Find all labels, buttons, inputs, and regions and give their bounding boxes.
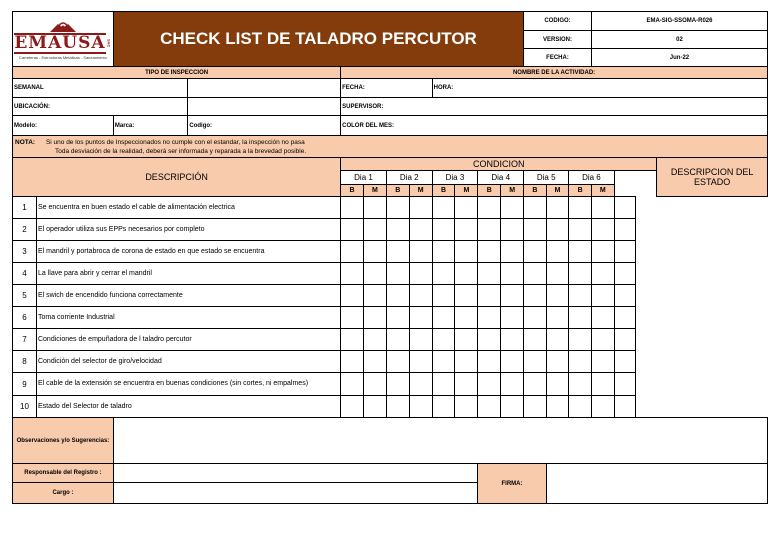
condition-cell[interactable] [386,373,409,396]
condition-cell[interactable] [455,197,478,219]
condition-cell[interactable] [478,197,501,219]
codigo-field[interactable]: Codigo: [188,116,341,136]
day-header-3: Dia 3 [432,171,478,185]
day-5-b-header: B [524,185,547,197]
condition-cell[interactable] [455,285,478,307]
day-1-b-header: B [341,185,364,197]
item-number: 9 [13,373,37,396]
estado-cell[interactable] [614,285,635,307]
ubicacion-field[interactable]: UBICACIÓN: [13,98,188,116]
logo-suffix: SAC [106,38,112,48]
supervisor-field[interactable]: SUPERVISOR: [341,98,768,116]
company-logo [13,12,114,67]
condition-cell[interactable] [386,351,409,373]
item-number: 1 [13,197,37,219]
condition-cell[interactable] [341,396,364,418]
estado-cell[interactable] [614,263,635,285]
condition-cell[interactable] [364,219,387,241]
estado-cell[interactable] [614,241,635,263]
condition-cell[interactable] [546,307,569,329]
item-number: 2 [13,219,37,241]
condition-cell[interactable] [524,329,547,351]
condition-cell[interactable] [591,329,614,351]
semanal-field[interactable] [188,79,341,98]
condition-cell[interactable] [455,263,478,285]
day-5-m-header: M [546,185,569,197]
condition-cell[interactable] [455,219,478,241]
ubicacion-extra-field[interactable] [188,98,341,116]
condition-cell[interactable] [524,351,547,373]
condition-cell[interactable] [341,307,364,329]
condition-cell[interactable] [341,197,364,219]
day-header-1: Dia 1 [341,171,387,185]
item-description: El operador utiliza sus EPPs necesarios por completo [36,219,340,241]
condition-cell[interactable] [524,197,547,219]
item-number: 5 [13,285,37,307]
condition-cell[interactable] [341,329,364,351]
condition-cell[interactable] [432,329,455,351]
condition-cell[interactable] [341,285,364,307]
condition-cell[interactable] [432,285,455,307]
item-description: El mandril y portabroca de corona de estado en que estado se encuentra [36,241,340,263]
version-label: VERSION: [524,31,592,49]
condition-cell[interactable] [501,373,524,396]
condition-cell[interactable] [364,197,387,219]
item-description: Condición del selector de giro/velocidad [36,351,340,373]
condition-cell[interactable] [501,351,524,373]
item-description: Toma corriente Industrial [36,307,340,329]
condition-cell[interactable] [409,263,432,285]
item-description: Estado del Selector de taladro [36,396,340,418]
condition-cell[interactable] [546,285,569,307]
condition-cell[interactable] [501,197,524,219]
condition-cell[interactable] [364,351,387,373]
item-number: 6 [13,307,37,329]
condition-cell[interactable] [501,219,524,241]
checklist-row [13,396,768,418]
item-number: 7 [13,329,37,351]
nota-label: NOTA: [15,138,36,146]
condition-cell[interactable] [591,197,614,219]
condition-cell[interactable] [386,219,409,241]
item-description: Condiciones de empuñadora de l taladro percutor [36,329,340,351]
condition-cell[interactable] [386,197,409,219]
condition-cell[interactable] [478,241,501,263]
item-number: 3 [13,241,37,263]
logo-wordmark: EMAUSA [14,32,106,53]
condition-cell[interactable] [569,329,592,351]
condition-cell[interactable] [524,263,547,285]
condition-cell[interactable] [386,396,409,418]
condition-cell[interactable] [409,307,432,329]
checklist-row [13,197,768,219]
condition-cell[interactable] [569,285,592,307]
item-number: 10 [13,396,37,418]
condition-cell[interactable] [501,396,524,418]
condition-cell[interactable] [501,307,524,329]
condition-cell[interactable] [569,396,592,418]
condition-cell[interactable] [546,396,569,418]
day-1-m-header: M [364,185,387,197]
document-title: CHECK LIST DE TALADRO PERCUTOR [113,12,523,67]
condition-cell[interactable] [409,373,432,396]
condition-cell[interactable] [455,329,478,351]
semanal-label: SEMANAL [13,79,188,98]
color-mes-field[interactable]: COLOR DEL MES: [341,116,768,136]
condition-cell[interactable] [546,197,569,219]
condition-cell[interactable] [409,351,432,373]
condition-cell[interactable] [455,307,478,329]
modelo-field[interactable]: Modelo: [13,116,114,136]
condition-cell[interactable] [409,396,432,418]
condition-cell[interactable] [341,263,364,285]
day-3-b-header: B [432,185,455,197]
condition-cell[interactable] [478,396,501,418]
condition-cell[interactable] [524,307,547,329]
cargo-label: Cargo : [13,483,114,504]
estado-cell[interactable] [614,307,635,329]
estado-cell[interactable] [614,373,635,396]
condition-cell[interactable] [455,396,478,418]
condition-cell[interactable] [569,263,592,285]
condition-cell[interactable] [409,241,432,263]
estado-cell[interactable] [614,329,635,351]
condition-cell[interactable] [478,307,501,329]
estado-cell[interactable] [614,396,635,418]
condition-cell[interactable] [569,373,592,396]
condition-cell[interactable] [341,219,364,241]
day-2-b-header: B [386,185,409,197]
checklist-row [13,241,768,263]
fecha-label: FECHA: [524,49,592,67]
condition-cell[interactable] [432,307,455,329]
day-3-m-header: M [455,185,478,197]
condition-cell[interactable] [591,307,614,329]
marca-field[interactable]: Marca: [113,116,187,136]
estado-header: DESCRIPCION DEL ESTADO [657,158,768,197]
estado-cell[interactable] [614,197,635,219]
item-description: Se encuentra en buen estado el cable de alimentación electrica [36,197,340,219]
condition-cell[interactable] [524,373,547,396]
condition-cell[interactable] [501,241,524,263]
logo-tagline: Carreteras - Estructuras Metálicas - Saneamiento [19,54,107,60]
nota-line-1: Si uno de los puntos de Inspeccionados no cumple con el estandar, la inspección no pasa [45,138,305,146]
item-number: 4 [13,263,37,285]
condition-cell[interactable] [524,285,547,307]
condition-cell[interactable] [591,396,614,418]
condition-cell[interactable] [524,219,547,241]
condition-cell[interactable] [501,263,524,285]
condition-cell[interactable] [341,241,364,263]
condition-cell[interactable] [432,396,455,418]
condition-cell[interactable] [341,373,364,396]
condition-cell[interactable] [386,241,409,263]
condition-cell[interactable] [455,241,478,263]
day-header-4: Dia 4 [478,171,524,185]
checklist-row [13,263,768,285]
checklist-items [13,197,768,418]
observaciones-label: Observaciones y/o Sugerencias: [13,418,114,464]
actividad-header: NOMBRE DE LA ACTIVIDAD: [341,67,768,79]
condition-cell[interactable] [569,219,592,241]
condition-cell[interactable] [546,219,569,241]
condition-cell[interactable] [386,307,409,329]
gear-logo-icon [48,21,78,33]
day-4-b-header: B [478,185,501,197]
condition-cell[interactable] [409,219,432,241]
tipo-inspeccion-header: TIPO DE INSPECCION [13,67,341,79]
condition-cell[interactable] [591,241,614,263]
day-header-5: Dia 5 [524,171,569,185]
nota-line-2: Toda desviación de la realidad, deberá ser informada y reparada a la brevedad posible. [55,147,307,155]
condition-cell[interactable] [569,241,592,263]
condition-cell[interactable] [364,241,387,263]
condition-cell[interactable] [386,285,409,307]
descripcion-header: DESCRIPCIÓN [13,158,341,197]
day-header-6: Dia 6 [569,171,614,185]
condition-cell[interactable] [478,351,501,373]
day-6-m-header: M [591,185,614,197]
codigo-value: EMA-SIG-SSOMA-R026 [591,12,767,31]
hora-field[interactable]: HORA: [432,79,767,98]
day-6-b-header: B [569,185,592,197]
condition-cell[interactable] [386,329,409,351]
condition-cell[interactable] [386,263,409,285]
checklist-row [13,219,768,241]
condition-cell[interactable] [591,373,614,396]
checklist-row [13,351,768,373]
condition-cell[interactable] [364,329,387,351]
condition-cell[interactable] [432,351,455,373]
condition-cell[interactable] [524,241,547,263]
condition-cell[interactable] [501,285,524,307]
estado-cell[interactable] [614,351,635,373]
condition-cell[interactable] [432,373,455,396]
condition-cell[interactable] [364,285,387,307]
checklist-row [13,329,768,351]
nota-box [13,136,768,158]
condition-cell[interactable] [341,351,364,373]
condition-cell[interactable] [591,219,614,241]
item-description: La llave para abrir y cerrar el mandril [36,263,340,285]
condition-cell[interactable] [409,329,432,351]
observaciones-field[interactable] [113,418,767,464]
condition-cell[interactable] [409,197,432,219]
condition-cell[interactable] [591,351,614,373]
checklist-row [13,373,768,396]
condition-cell[interactable] [364,307,387,329]
condicion-header: CONDICION [341,158,657,171]
condition-cell[interactable] [455,373,478,396]
condition-cell[interactable] [364,373,387,396]
codigo-label: CODIGO: [524,12,592,31]
estado-cell[interactable] [614,219,635,241]
item-description: El swich de encendido funciona correctamente [36,285,340,307]
condition-cell[interactable] [364,263,387,285]
condition-cell[interactable] [546,329,569,351]
condition-cell[interactable] [591,263,614,285]
condition-cell[interactable] [524,396,547,418]
day-header-2: Dia 2 [386,171,432,185]
fecha-value: Jun-22 [591,49,767,67]
checklist-row [13,307,768,329]
condition-cell[interactable] [478,263,501,285]
condition-cell[interactable] [569,197,592,219]
checklist-sheet [12,11,768,504]
condition-cell[interactable] [478,329,501,351]
condition-cell[interactable] [409,285,432,307]
condition-cell[interactable] [501,329,524,351]
responsable-field[interactable] [113,464,477,483]
condition-cell[interactable] [432,263,455,285]
item-description: El cable de la extensión se encuentra en buenas condiciones (sin cortes, ni empalmes) [36,373,340,396]
condition-cell[interactable] [546,263,569,285]
condition-cell[interactable] [591,285,614,307]
cargo-field[interactable] [113,483,477,504]
condition-cell[interactable] [546,241,569,263]
version-value: 02 [591,31,767,49]
condition-cell[interactable] [432,219,455,241]
condition-cell[interactable] [432,241,455,263]
condition-cell[interactable] [478,219,501,241]
firma-field[interactable] [546,464,767,504]
checklist-row [13,285,768,307]
condition-cell[interactable] [478,285,501,307]
responsable-label: Responsable del Registro : [13,464,114,483]
condition-cell[interactable] [364,396,387,418]
firma-label: FIRMA: [478,464,546,504]
day-4-m-header: M [501,185,524,197]
condition-cell[interactable] [569,351,592,373]
condition-cell[interactable] [478,373,501,396]
day-2-m-header: M [409,185,432,197]
condition-cell[interactable] [546,373,569,396]
condition-cell[interactable] [432,197,455,219]
condition-cell[interactable] [455,351,478,373]
fecha-field[interactable]: FECHA: [341,79,432,98]
condition-cell[interactable] [569,307,592,329]
condition-cell[interactable] [546,351,569,373]
item-number: 8 [13,351,37,373]
